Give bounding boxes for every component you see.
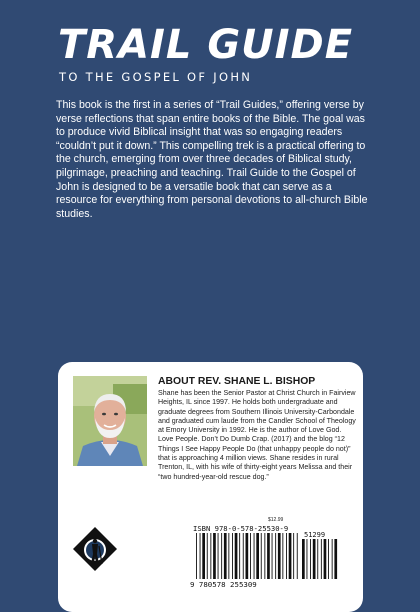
price-label: $12.99 <box>268 517 284 523</box>
book-description: This book is the first in a series of “Trail Guides,” offering verse by verse reflections that span entire books of the Bible. The goal was to produce vivid Biblical insight that was so engaging readers “couldn’t put it down.” This compelling trek is a practical offering to the church, emerging from over three decades of Biblical study, pilgrimage, preaching and teaching. Trail Guide to the Gospel of John is designed to be a versatile book that can serve as a resource for everything from personal devotions to all-church Bible studies. <box>56 99 368 220</box>
isbn-text: ISBN 978-0-578-25530-9 <box>193 524 289 533</box>
author-bio: Shane has been the Senior Pastor at Christ Church in Fairview Heights, IL since 1997. He holds both undergraduate and graduate degrees from Southern Illinois University-Carbondale and graduated cum laude from the Candler School of Theology at Emory University in 1992. He is the author of Love God. Love People. Don’t Do Dumb Crap. (2017) and the blog “12 Things I See Happy People Do (that unhappy people do not)” that is approaching 4 million views. Shane resides in rural Trenton, IL, with his wife of thirty-eight years Melissa and their “two hundred-year-old rescue dog.” <box>158 389 356 481</box>
author-heading: ABOUT REV. SHANE L. BISHOP <box>158 376 316 387</box>
barcode-icon <box>196 533 298 579</box>
price-addon-digits: 51299 <box>304 531 326 539</box>
barcode-addon-icon <box>302 539 338 579</box>
book-title: TRAIL GUIDE <box>58 22 354 68</box>
publisher-logo-icon <box>72 526 118 572</box>
book-subtitle: TO THE GOSPEL OF JOHN <box>59 70 253 84</box>
ean-digits: 9 780578 255309 <box>190 580 257 589</box>
author-photo <box>73 376 147 466</box>
